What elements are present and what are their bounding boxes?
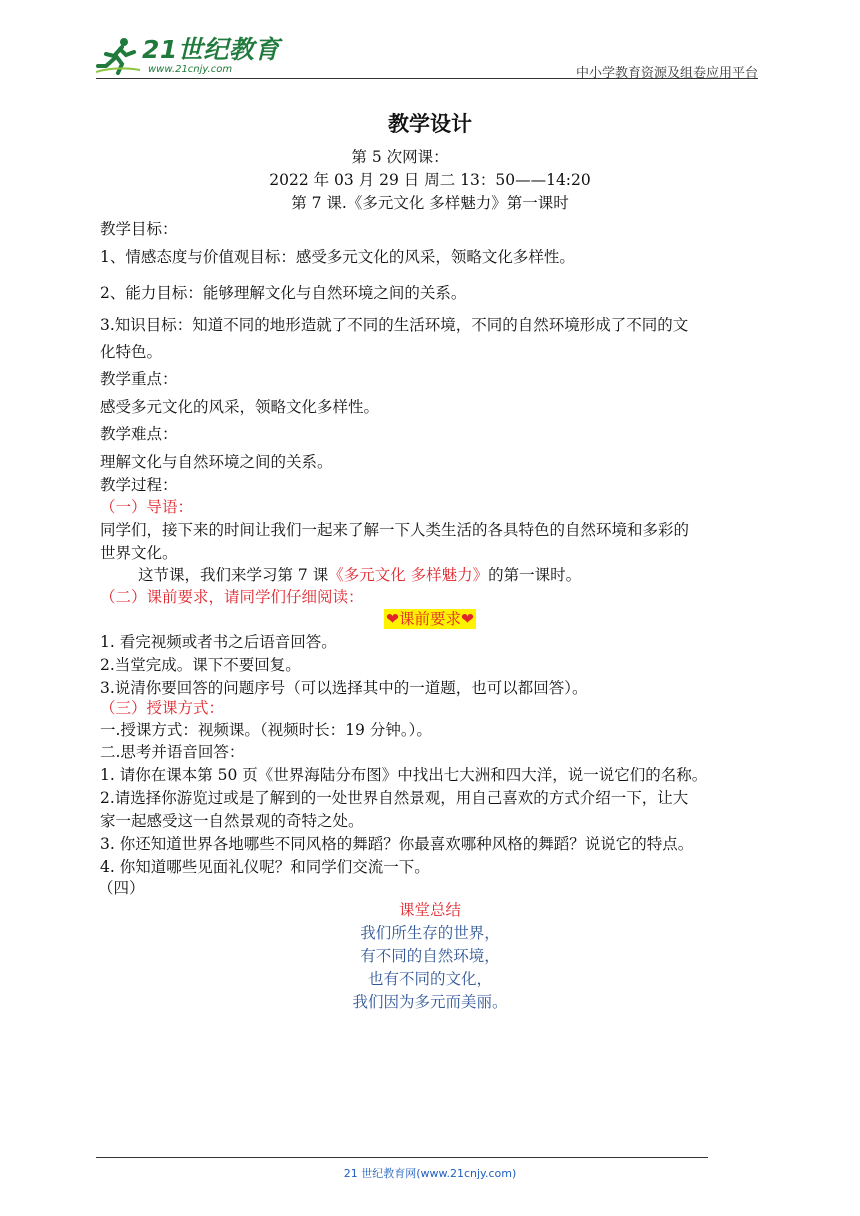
lesson-line: 第 7 课.《多元文化 多样魅力》第一课时 <box>291 194 569 212</box>
logo-text: 21世纪教育 <box>142 35 280 64</box>
platform-name: 中小学教育资源及组卷应用平台 <box>575 66 758 81</box>
intro-line-2: 世界文化。 <box>100 544 178 562</box>
key-point-heading: 教学重点： <box>100 370 178 388</box>
requirements-badge-row <box>0 608 860 630</box>
summary-line-3: 也有不同的文化， <box>367 970 492 988</box>
process-heading: 教学过程： <box>100 476 178 494</box>
requirement-1: 1. 看完视频或者书之后语音回答。 <box>100 633 337 651</box>
session-line: 第 5 次网课： <box>351 148 449 166</box>
summary-line-4: 我们因为多元而美丽。 <box>352 993 508 1011</box>
difficulty-text: 理解文化与自然环境之间的关系。 <box>100 453 333 471</box>
header-divider <box>96 78 758 79</box>
summary-title: 课堂总结 <box>398 901 461 919</box>
footer-link[interactable]: 21 世纪教育网(www.21cnjy.com) <box>343 1167 517 1180</box>
summary-line-1: 我们所生存的世界， <box>360 924 500 942</box>
question-3: 3. 你还知道世界各地哪些不同风格的舞蹈？你最喜欢哪种风格的舞蹈？说说它的特点。 <box>100 835 694 853</box>
question-2-line1: 2.请选择你游览过或是了解到的一处世界自然景观，用自己喜欢的方式介绍一下，让大 <box>100 789 689 807</box>
logo <box>96 36 280 76</box>
runner-logo-icon <box>96 36 140 76</box>
lesson-title-highlight: 《多元文化 多样魅力》 <box>328 566 489 584</box>
question-1: 1. 请你在课本第 50 页《世界海陆分布图》中找出七大洲和四大洋，说一说它们的名称。 <box>100 766 708 784</box>
logo-url: www.21cnjy.com <box>148 64 233 75</box>
page-header <box>96 35 758 81</box>
datetime-line: 2022 年 03 月 29 日 周二 13：50——14:20 <box>269 171 591 189</box>
requirement-3: 3.说清你要回答的问题序号（可以选择其中的一道题，也可以都回答）。 <box>100 679 588 697</box>
intro-line-3 <box>138 564 581 586</box>
objective-3-line1: 3.知识目标：知道不同的地形造就了不同的生活环境，不同的自然环境形成了不同的文 <box>100 316 689 334</box>
key-point-text: 感受多元文化的风采，领略文化多样性。 <box>100 398 380 416</box>
summary-line-2: 有不同的自然环境， <box>360 947 500 965</box>
intro-line-3-start: 这节课，我们来学习第 7 课 <box>138 566 329 584</box>
intro-heading: （一）导语： <box>100 498 194 516</box>
intro-line-1: 同学们，接下来的时间让我们一起来了解一下人类生活的各具特色的自然环境和多彩的 <box>100 521 690 539</box>
intro-line-3-end: 的第一课时。 <box>488 566 582 584</box>
method-heading: （三）授课方式： <box>100 699 225 717</box>
objectives-heading: 教学目标： <box>100 220 178 238</box>
method-line-2: 二.思考并语音回答： <box>100 743 245 761</box>
difficulty-heading: 教学难点： <box>100 425 178 443</box>
question-4: 4. 你知道哪些见面礼仪呢？和同学们交流一下。 <box>100 858 430 876</box>
requirements-badge: ❤课前要求❤ <box>386 610 474 628</box>
objective-2: 2、能力目标：能够理解文化与自然环境之间的关系。 <box>100 284 467 302</box>
page-title: 教学设计 <box>388 111 472 136</box>
summary-heading: （四） <box>98 879 145 897</box>
requirements-heading: （二）课前要求，请同学们仔细阅读： <box>100 588 364 606</box>
footer-divider <box>96 1157 708 1158</box>
objective-3-line2: 化特色。 <box>100 343 163 361</box>
objective-1: 1、情感态度与价值观目标：感受多元文化的风采，领略文化多样性。 <box>100 248 575 266</box>
question-2-line2: 家一起感受这一自然景观的奇特之处。 <box>100 812 364 830</box>
method-line-1: 一.授课方式：视频课。（视频时长：19 分钟。）。 <box>100 721 432 739</box>
requirement-2: 2.当堂完成。课下不要回复。 <box>100 656 301 674</box>
